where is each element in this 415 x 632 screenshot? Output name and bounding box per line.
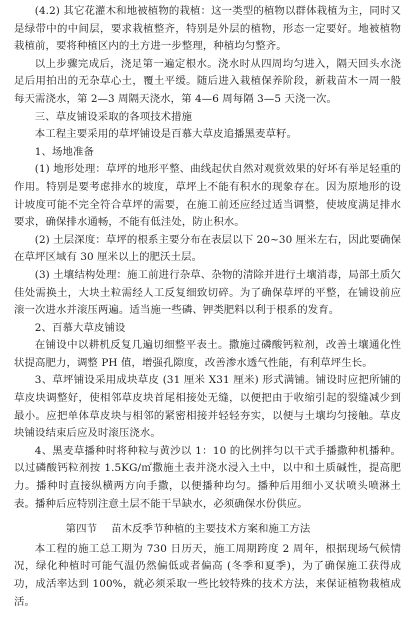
section-title: 苗木反季节种植的主要技术方案和施工方法 bbox=[111, 523, 311, 536]
paragraph-soil-structure: (3) 土壤结构处理：施工前进行杂草、杂物的清除并进行土壤消毒，局部土质欠佳处需换土，大块土粒需经人工反复细致切碎。为了确保草坪的平整，在铺设前应滚一次进水并滚压两遍。适当施一些磷、钾类肥料以利于根系的发育。 bbox=[14, 268, 401, 317]
paragraph-section-body: 本工程的施工总工期为 730 日历天，施工周期跨度 2 周年，根据现场气候情况，绿化种植时可能气温仍然偏低或者偏高 (冬季和夏季)，为了确保施工获得成功，成活率达到 100%，就必须采取一些比较特殊的技术方法，来保证植物栽植成活。 bbox=[14, 542, 401, 608]
paragraph-turf-intro: 本工程主要采用的草坪铺设是百慕大草皮追播黑麦草籽。 bbox=[34, 128, 298, 141]
paragraph-terrain: (1) 地形处理：草坪的地形平整、曲线起伏自然对观赏效果的好坏有举足轻重的作用。特别是要考虑排水的坡度，草坪上不能有积水的现象存在。因为原地形的设计坡度可能不完全符合草坪的需要，在施工前还应经过适当调整，使坡度满足排水要求，确保排水通畅，不能有低洼处，防止积水。 bbox=[14, 163, 401, 229]
paragraph-soil-depth: (2) 土层深度：草坪的根系主要分布在表层以下 20~30 厘米左右，因此要确保在草坪区域有 30 厘米以上的肥沃土层。 bbox=[14, 233, 401, 264]
heading-site-prep: 1、场地准备 bbox=[34, 145, 94, 158]
paragraph-ryegrass-seeding: 4、黑麦草播种时将种粒与黄沙以 1：10 的比例拌匀以干式手播撒种机播种。以过磷酸钙粒剂按 1.5KG/㎡撒施土表并浇水浸入土中，以中和土质碱性，提高肥力。播种时直接纵横两方向手撒，以便播种均匀。播种后用细小叉状喷头喷淋土表。播种后应特别注意土层不能干旱缺水，必须确保水份供应。 bbox=[14, 444, 401, 510]
paragraph-sod-laying: 3、草坪铺设采用成块草皮 (31 厘米 X31 厘米) 形式满铺。铺设时应把所铺的草皮块调整好，使相邻草皮块首尾相接处无缝，以便把由于收缩引起的裂缝减少到最小。应把单体草皮块与相邻的紧密相接并轻轻夯实，以便与土壤均匀接触。草皮块铺设结束后应及时滚压浇水。 bbox=[14, 374, 401, 440]
paragraph-tillage: 在铺设中以耕机反复几遍切细整平表土。撒施过磷酸钙粒剂，改善土壤通化性状提高肥力，调整 PH 值，增强孔隙度，改善渗水透气性能，有利草坪生长。 bbox=[14, 339, 401, 369]
section-heading bbox=[14, 521, 401, 539]
paragraph-watering: 以上步骤完成后，浇足第一遍定根水。浇水时从四周均匀进入，隔天回头水浇足后用拍出的无杂草心土，覆土平缓。随后进入栽植保养阶段，新栽苗木一周一般每天需浇水，第 2—3 周隔天浇水，第 4—6 周每隔 3—5 天浇一次。 bbox=[14, 57, 401, 105]
heading-bermuda: 2、百慕大草皮铺设 bbox=[34, 321, 126, 334]
heading-turf-measures: 三、草皮铺设采取的各项技术措施 bbox=[34, 110, 193, 123]
section-number: 第四节 bbox=[65, 523, 98, 536]
paragraph-shrub-planting: (4.2) 其它花灌木和地被植物的栽植：这一类型的植物以群体栽植为主，同时又是绿带中的中间层，要求栽植整齐，特别是外层的植物，形态一定要好。地被植物栽植前，要将种植区内的土方进一步整理，种植均匀整齐。 bbox=[14, 5, 401, 53]
